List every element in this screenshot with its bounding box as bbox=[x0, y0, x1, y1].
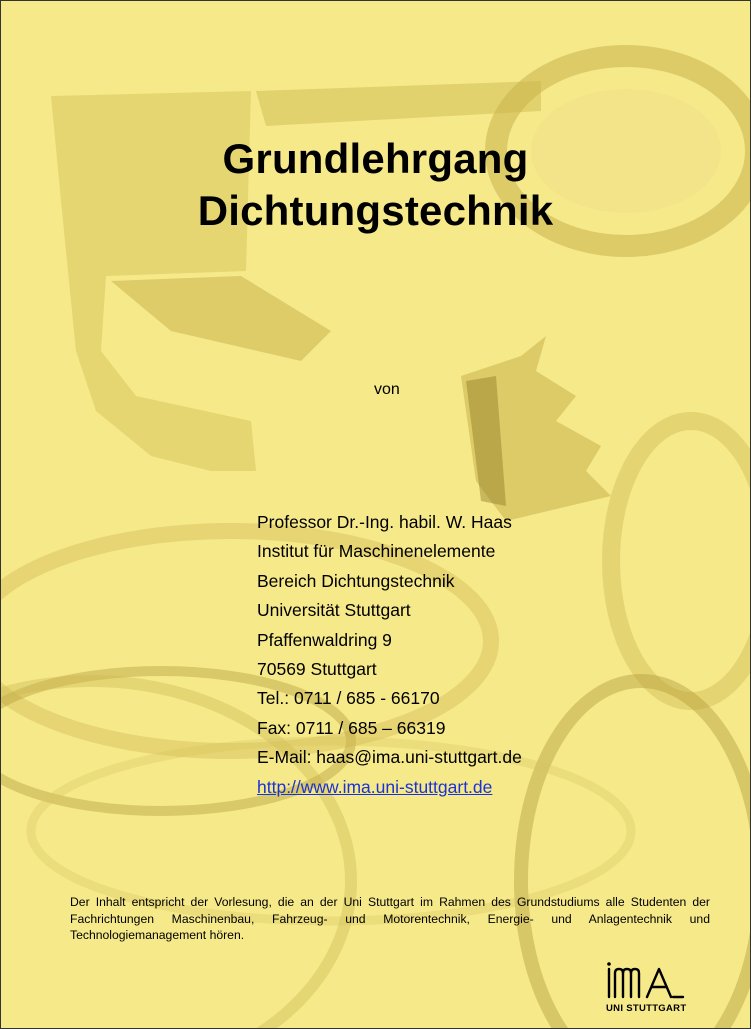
department: Bereich Dichtungstechnik bbox=[257, 570, 455, 591]
seal-lip-shape bbox=[111, 276, 331, 361]
title-line-2: Dichtungstechnik bbox=[197, 187, 554, 234]
fax: Fax: 0711 / 685 – 66319 bbox=[257, 717, 446, 738]
logo-caption: UNI STUTTGART bbox=[606, 1003, 687, 1014]
ring-right bbox=[611, 421, 750, 701]
title-line-1: Grundlehrgang bbox=[222, 135, 529, 182]
website-link[interactable]: http://www.ima.uni-stuttgart.de bbox=[257, 776, 493, 797]
institute: Institut für Maschinenelemente bbox=[257, 541, 496, 562]
by-label: von bbox=[374, 381, 400, 398]
course-note: Der Inhalt entspricht der Vorlesung, die an der Uni Stuttgart im Rahmen des Grundstudiums alle Studenten der Fachrichtungen Maschinenbau, Fahrzeug- und Motorentechnik, Energie- und Anlagentechnik und Technologiemanagement hören. bbox=[70, 895, 710, 943]
university: Universität Stuttgart bbox=[257, 600, 411, 621]
phone: Tel.: 0711 / 685 - 66170 bbox=[257, 688, 440, 709]
author-address bbox=[257, 508, 522, 802]
postal-city: 70569 Stuttgart bbox=[257, 659, 377, 680]
street: Pfaffenwaldring 9 bbox=[257, 629, 392, 650]
author-name: Professor Dr.-Ing. habil. W. Haas bbox=[257, 512, 512, 532]
email: E-Mail: haas@ima.uni-stuttgart.de bbox=[257, 747, 522, 768]
document-title bbox=[1, 133, 750, 237]
